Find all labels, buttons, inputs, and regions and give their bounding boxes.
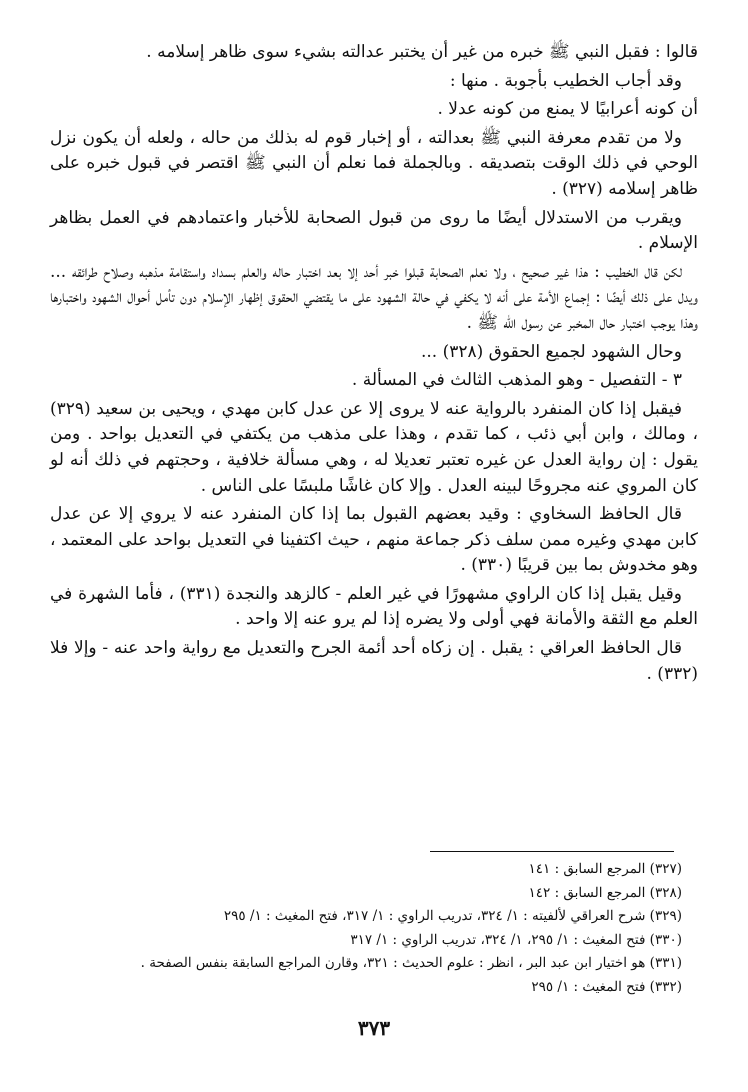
footnote: (٣٣٢) فتح المغيث : ١/ ٢٩٥ [531,978,682,995]
paragraph: قال الحافظ العراقي : يقبل . إن زكاه أحد أئمة الجرح والتعديل مع رواية واحد عنه - وإلا فلا (٣٣٢) . [50,638,698,684]
paragraph: قال الحافظ السخاوي : وقيد بعضهم القبول بما إذا كان المنفرد عنه لا يروي إلا عن عدل كابن مهدي وغيره ممن سلف ذكر جماعة منهم ، حيث اكتفينا في التعديل بواحد على المعتمد ، وهو مخدوش بما بين قريبًا (٣٣٠) . [50,504,698,576]
paragraph: أن كونه أعرابيًا لا يمنع من كونه عدلا . [437,99,698,120]
footnote: (٣٣٠) فتح المغيث : ١/ ٢٩٥، ١/ ٣٢٤، تدريب الراوي : ١/ ٣١٧ [350,931,682,948]
main-text [50,40,698,690]
paragraph: فيقبل إذا كان المنفرد بالرواية عنه لا يروى إلا عن عدل كابن مهدي ، ويحيى بن سعيد (٣٢٩) ، ومالك ، وابن أبي ذئب ، كما تقدم ، وهذا على مذهب من يكتفي في التعديل بواحد . ومن يقول : إن رواية العدل عن غيره تعتبر تعديلا له ، وهي مسألة خلافية ، وحجتهم في ذلك أنه لو كان المروي عنه مجروحًا لبينه العدل . وإلا كان غاشًا ملبسًا على الناس . [50,398,698,496]
paragraph: وقيل يقبل إذا كان الراوي مشهورًا في غير العلم - كالزهد والنجدة (٣٣١) ، فأما الشهرة في العلم مع الثقة والأمانة فهي أولى ولا يضره إذا لم يرو عنه إلا واحد . [50,583,698,630]
footnotes [82,858,682,1000]
paragraph: وحال الشهود لجميع الحقوق (٣٢٨) ... [420,341,682,362]
footnote: (٣٢٧) المرجع السابق : ١٤١ [528,861,682,877]
paragraph: ولا من تقدم معرفة النبي ﷺ بعدالته ، أو إخبار قوم له بذلك من حاله ، ولعله أن يكون نزل الوحي في ذلك الوقت بتصديقه . وبالجملة فما نعلم أن النبي ﷺ اقتصر في قبول خبره على ظاهر إسلامه (٣٢٧) . [50,127,698,199]
paragraph: قالوا : فقبل النبي ﷺ خبره من غير أن يختبر عدالته بشيء سوى ظاهر إسلامه . [146,42,698,62]
footnote: (٣٢٩) شرح العراقي لألفيته : ١/ ٣٢٤، تدريب الراوي : ١/ ٣١٧، فتح المغيث : ١/ ٢٩٥ [223,908,682,925]
paragraph: وقد أجاب الخطيب بأجوبة . منها : [449,70,682,91]
section-heading: ٣ - التفصيل - وهو المذهب الثالث في المسألة . [351,370,682,391]
page-number: ٣٧٣ [357,1016,391,1040]
footnote: (٣٣١) هو اختيار ابن عبد البر ، انظر : علوم الحديث : ٣٢١، وقارن المراجع السابقة بنفس الصفحة . [140,955,682,972]
footnote-separator [430,851,674,852]
footnote: (٣٢٨) المرجع السابق : ١٤٢ [528,884,682,901]
paragraph: ويقرب من الاستدلال أيضًا ما روى من قبول الصحابة للأخبار واعتمادهم في العمل بظاهر الإسلام . [50,207,698,254]
paragraph: لكن قال الخطيب : هذا غير صحيح ، ولا نعلم الصحابة قبلوا خبر أحد إلا بعد اختبار حاله والعلم بسداد واستقامة مذهبه وصلاح طرائقه ... ويدل على ذلك أيضًا : إجماع الأمة على أنه لا يكفي في حالة الشهود على ما يقتضي الحقوق إظهار الإسلام دون تأمل أحوال الشهود واختبارها وهذا يوجب اختبار حال المخبر عن رسول الله ﷺ . [50,261,698,333]
